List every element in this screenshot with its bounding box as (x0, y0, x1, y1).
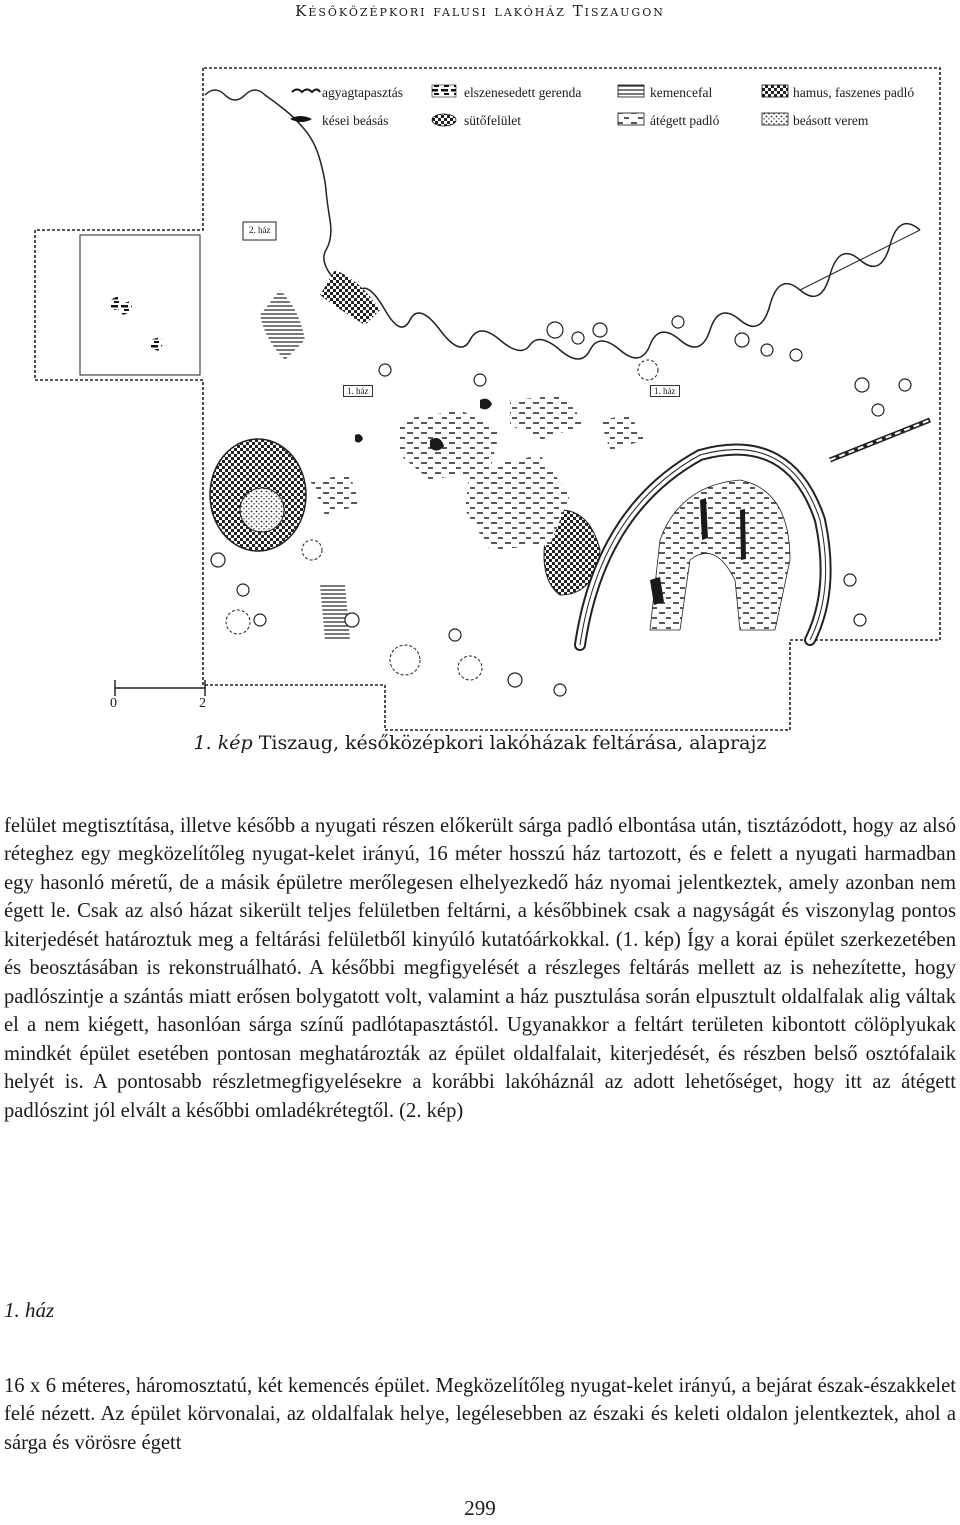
legend-label-oven-wall: kemencefal (650, 85, 713, 100)
plan-label-house-1-west: 1. ház (343, 385, 373, 397)
legend-label-burnt-floor: átégett padló (650, 113, 720, 128)
legend-label-charred-beam: elszenesedett gerenda (464, 85, 582, 100)
legend-label-later-pit: kései beásás (322, 113, 389, 128)
legend-label-dug-pit: beásott verem (793, 113, 869, 128)
running-head: Későközépkori falusi lakóház Tiszaugon (295, 2, 665, 20)
scale-bar (115, 680, 205, 696)
body-paragraph-1 (4, 812, 956, 1125)
legend-label-clay-plaster: agyagtapasztás (322, 85, 403, 100)
plan-label-house-2: 2. ház (246, 225, 274, 235)
caption-number: 1. kép (193, 732, 253, 754)
paragraph-2-text: 16 x 6 méteres, háromosztatú, két kemencés épület. Megközelítőleg nyugat-kelet irányú, a bejárat észak-északkelet felé nézett. Az épület körvonalai, az oldalfalak helye, legélesebben az északi és keleti oldalon jelentkeztek, ahol a sárga és vörösre égett (4, 1375, 956, 1454)
plan-label-house-1-east: 1. ház (650, 385, 680, 397)
excavation-plan-drawing (0, 40, 960, 740)
body-paragraph-2 (4, 1372, 956, 1457)
figure-caption (0, 732, 960, 754)
site-plan-figure (0, 40, 960, 740)
section-heading: 1. ház (4, 1298, 55, 1322)
scale-end: 2 (199, 696, 206, 711)
legend-label-ashy-floor: hamus, faszenes padló (793, 85, 915, 100)
scale-start: 0 (110, 696, 117, 711)
caption-text: Tiszaug, későközépkori lakóházak feltárása, alaprajz (252, 732, 767, 754)
page-number: 299 (464, 1496, 496, 1520)
legend-label-baking-surface: sütőfelület (464, 113, 521, 128)
paragraph-1-text: felület megtisztítása, illetve később a nyugati részen előkerült sárga padló elbontása után, tisztázódott, hogy az alsó réteghez egy megközelítőleg nyugat-kelet irányú, 16 méter hosszú ház tartozott, és e felett a nyugati harmadban egy hasonló méretű, de a másik épületre merőlegesen elhelyezkedő ház nyomai jelentkeztek, amely azonban nem égett le. Csak az alsó házat sikerült teljes felületben feltárni, a későbbinek csak a nagyságát és viszonylag pontos kiterjedését határoztuk meg a feltárási felületből kinyúló kutatóárkokkal. (1. kép) Így a korai épület szerkezetében és beosztásában is rekonstruálható. A későbbi megfigyelését a részleges feltárás mellett az is nehezítette, hogy padlószintje a szántás miatt erősen bolygatott volt, valamint a ház pusztulása során elpusztult oldalfalak alig váltak el a nem kiégett, hasonlóan sárga színű padlótapasztástól. Ugyanakkor a feltárt területen kibontott cölöplyukak mindkét épület esetében pontosan meghatározták az épület oldalfalait, kiterjedését, és részben belső osztófalaik helyét is. A pontosabb részletmegfigyelésekre a korábbi lakóháznál az adott lehetőséget, hogy itt az átégett padlószint jól elvált a későbbi omladékrétegtől. (2. kép) (4, 815, 956, 1122)
